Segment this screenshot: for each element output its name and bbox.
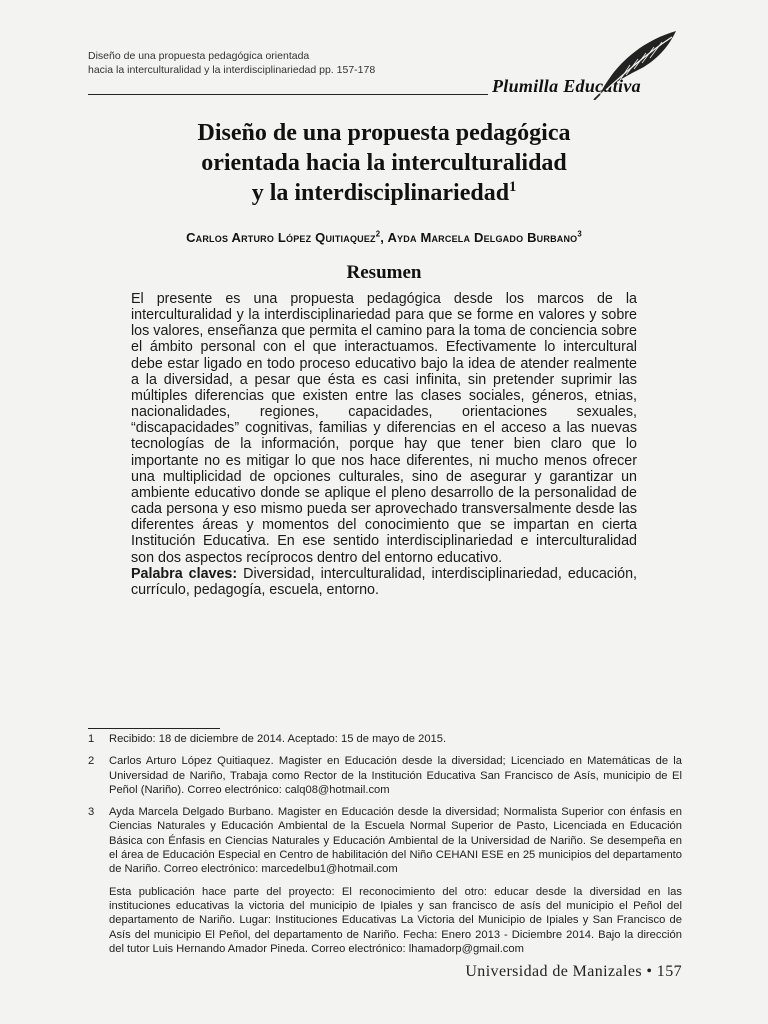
author-footnote-ref[interactable]: 3 <box>577 229 582 239</box>
running-head <box>88 49 375 77</box>
keywords-label: Palabra claves: <box>131 565 238 582</box>
title-line-last <box>88 178 680 208</box>
abstract-heading: Resumen <box>346 262 422 283</box>
publication-note: Esta publicación hace parte del proyecto: El reconocimiento del otro: educar desde la diversidad en las instituciones educativas la victoria del municipio de Ipiales y san francisco de asís del municipio el Peñol del departamento de Nariño. Lugar: Instituciones Educativas La Victoria del Municipio de Ipiales y San Francisco de Asís del municipio El Peñol, del departamento de Nariño. Fecha: Enero 2013 - Diciembre 2014. Bajo la dirección del tutor Luis Hernando Amador Pineda. Correo electrónico: lhamadorp@gmail.com <box>109 885 682 955</box>
keywords-text: Diversidad, interculturalidad, interdisciplinariedad, educación, currículo, pedagogía, escuela, entorno. <box>131 565 637 598</box>
page-footer: Universidad de Manizales • 157 <box>465 963 682 980</box>
footnote-number: 2 <box>88 755 95 768</box>
journal-name: Plumilla Educativa <box>492 76 641 96</box>
author-separator: , <box>380 230 388 245</box>
title-line: y la interdisciplinariedad <box>251 180 510 206</box>
author-name: Ayda Marcela Delgado Burbano <box>387 230 578 245</box>
running-head-line: Diseño de una propuesta pedagógica orientada <box>88 50 310 62</box>
author-footnote-ref[interactable]: 2 <box>375 229 381 239</box>
article-title <box>88 118 680 208</box>
header-rule <box>88 94 488 95</box>
keywords <box>131 566 637 598</box>
author-list <box>88 230 680 245</box>
running-head-line: hacia la interculturalidad y la interdisciplinariedad pp. 157-178 <box>88 64 376 76</box>
footnote-text: Carlos Arturo López Quitiaquez. Magister en Educación desde la diversidad; Licenciado en Matemáticas de la Universidad de Nariño, Trabaja como Rector de la Institución Educativa San Francisco de Asís, municipio de El Peñol (Nariño). Correo electrónico: calq08@hotmail.com <box>109 755 682 796</box>
author-name: Carlos Arturo López Quitiaquez <box>186 230 376 245</box>
title-line: orientada hacia la interculturalidad <box>201 150 567 176</box>
footnote-text: Recibido: 18 de diciembre de 2014. Aceptado: 15 de mayo de 2015. <box>109 733 447 745</box>
footnote <box>88 805 682 876</box>
footnote <box>88 754 682 797</box>
footnotes <box>88 732 682 956</box>
footnote-number: 1 <box>88 733 95 745</box>
title-footnote-ref[interactable]: 1 <box>509 179 517 195</box>
abstract-body: El presente es una propuesta pedagógica desde los marcos de la interculturalidad y la interdisciplinariedad para que se forme en valores y sobre los valores, enseñanza que permita el camino para la toma de conciencia sobre el ámbito personal con el que interactuamos. Efectivamente lo intercultural debe estar ligado en todo proceso educativo bajo la idea de atender realmente a la diversidad, a pesar que ésta es casi infinita, sin pretender suprimir las múltiples diferencias que existen entre las clases sociales, géneros, etnias, nacionalidades, regiones, capacidades, orientaciones sexuales, “discapacidades” cognitivas, familias y diferencias en el acceso a las nuevas tecnologías de la información, porque hay que tener bien claro que lo importante no es mitigar lo que nos hace diferentes, ni mucho menos ofrecer una multiplicidad de opciones culturales, sino de asegurar y garantizar un ambiente educativo donde se aplique el pleno desarrollo de la personalidad de cada persona y eso mismo pueda ser aprovechado transversalmente desde las diferentes áreas y momentos del conocimiento que se impartan en cierta Institución Educativa. En ese sentido interdisciplinariedad e interculturalidad son dos aspectos recíprocos dentro del entorno educativo. <box>131 291 637 566</box>
title-line: Diseño de una propuesta pedagógica <box>197 120 571 146</box>
footnote <box>88 732 682 746</box>
abstract <box>131 291 637 598</box>
quill-icon <box>592 28 682 100</box>
footnote-number: 3 <box>88 806 95 819</box>
footnote-text: Ayda Marcela Delgado Burbano. Magister en Educación desde la diversidad; Normalista Superior con énfasis en Ciencias Naturales y Educación Ambiental de la Escuela Normal Superior de Pasto, Licenciada en Educación Básica con Énfasis en Ciencias Naturales y Educación Ambiental de la Universidad de Nariño. Se desempeña en el área de Educación Especial en Centro de habilitación del Niño CEHANI ESE en 25 municipios del departamento de Nariño. Correo electrónico: marcedelbu1@hotmail.com <box>109 806 682 876</box>
footnote-rule <box>88 728 220 729</box>
